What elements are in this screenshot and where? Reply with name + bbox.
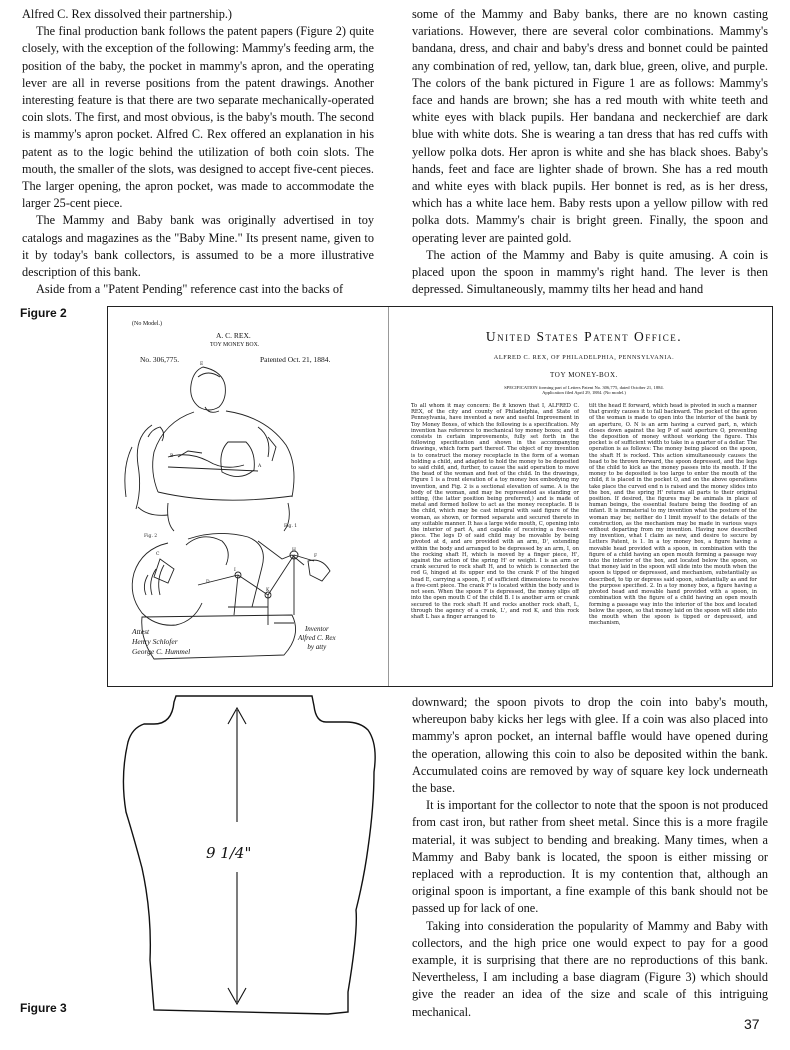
patent-office-title: United States Patent Office. (485, 329, 683, 344)
inventor-label: Inventor (304, 625, 329, 633)
patent-applicant: ALFRED C. REX, OF PHILADELPHIA, PENNSYLVANIA. (493, 354, 675, 361)
figure-3-label: Figure 3 (20, 1001, 67, 1015)
patent-date: Patented Oct. 21, 1884. (260, 355, 331, 364)
paragraph: It is important for the collector to note that the spoon is not produced from cast iron, but rather from sheet metal. Since this is a more fragile material, it was subject to bending and breaking. Many times, when a Mammy and Baby bank is located, the spoon is either missing or replaced with a reproduction. It is my contention that, although an original spoon is important, a fine example of this bank should not be passed up for lack of one. (412, 798, 768, 916)
patent-figure (107, 306, 773, 687)
patent-model: (No Model.) (132, 321, 162, 327)
svg-text:I: I (234, 568, 236, 573)
svg-text:F: F (314, 554, 318, 559)
patent-text-column-left: To all whom it may concern: Be it known that I, ALFRED C. REX, of the city and county of Philadelphia, and State of Pennsylvania, have invented a new and useful Improvement in Toy Money Boxes, of which the following is a specification. My invention has reference to mechanical toy money boxes; and it consists in certain improvements, fully set forth in the following specification and shown in the accompanying drawings, which form part thereof. The object of my invention is to construct the money receptacle in the form of a woman holding a child, and adapted to hold the money to be deposited to said child, and, further, to cause the said operation to move the head of the woman and feet of the child. In the drawings, Figure 1 is a front elevation of a toy money box embodying my invention, and Fig. 2 is a sectional elevation of same. A is the body of the woman, and may be represented as standing or sitting, (the latter position being preferred,) and is made of metal and formed hollow to act as the money receptacle. B is the child, which may be cast integral with said figure of the woman, as shown, or formed separate and secured thereto in any suitable manner. It has a large wide mouth, C, opening into the interior of part A, and capable of receiving a five-cent piece. The legs D of said child may be movable by being pivoted at d, and are provided with an arm, D', extending within the body and arranged to be depressed by an arm, I, on the rocking shaft H, which is moved by a finger piece, H', against the action of the spring H' or weight. I is an arm or crank secured to rock shaft H, and to which is connected the rod G, hinged at its upper end to the crank F of the hinged head E, carrying a spoon, F, of sufficient dimensions to receive a five-cent piece. The crank F' is located within the body and is not seen. When the spoon F is depressed, the money slips off into the open mouth C of the child B. I is another arm or crank secured to the rock shaft H and rocks another rock shaft, L, through the agency of a crank, L', and rod K, and this rock shaft L has a finger arranged to (411, 403, 579, 620)
figure-2-label: Figure 2 (20, 306, 67, 320)
svg-text:E: E (200, 362, 204, 367)
patent-spec-line: SPECIFICATION forming part of Letters Patent No. 306,775, dated October 21, 1884. Application filed April 29, 1884. (No model.) (504, 385, 664, 395)
paragraph: Aside from a "Patent Pending" reference cast into the backs of (36, 282, 344, 297)
page-number: 37 (744, 1016, 760, 1032)
attest-label: Attest (132, 627, 150, 636)
paragraph: The Mammy and Baby bank was originally advertised in toy catalogs and magazines as the "Baby Mine." Its present name, given to it by today's bank collectors, is assumed to be a more illustrative description of this bank. (22, 213, 374, 280)
svg-text:A: A (258, 464, 262, 469)
paragraph: downward; the spoon pivots to drop the coin into baby's mouth, whereupon baby kicks her legs with glee. If a coin was also placed into mammy's apron pocket, an internal baffle would have opened during the operation, allowing this coin to also be deposited within the bank. Accumulated coins are removed by way of square key lock underneath the base. (412, 695, 768, 796)
right-column-bottom (412, 694, 768, 1021)
svg-text:H: H (292, 548, 296, 553)
svg-text:B: B (170, 454, 174, 459)
atty-label: atty (315, 643, 327, 651)
svg-text:C: C (156, 552, 160, 557)
patent-witnesses (132, 627, 190, 657)
svg-text:Fig. 1: Fig. 1 (284, 524, 298, 529)
patent-number: No. 306,775. (140, 355, 180, 364)
dimension-label: 9 1/4" (206, 844, 252, 862)
paragraph: The action of the Mammy and Baby is quite amusing. A coin is placed upon the spoon in mammy's right hand. The lever is then depressed. Simultaneously, mammy tilts her head and hand (412, 247, 768, 297)
patent-specification-sheet (397, 307, 771, 686)
base-diagram (112, 688, 412, 1018)
svg-text:K: K (266, 588, 270, 593)
paragraph: some of the Mammy and Baby banks, there are no known casting variations. However, there are several color combinations. Mammy's bandana, dress, and chair and baby's dress and bonnet could be painted any combination of red, yellow, tan, dark blue, green, olive, and purple. The colors of the bank pictured in Figure 1 are as follows: Mammy's face and hands are brown; she has a red mouth with white teeth and white eyes with black pupils. Her bandana and neckerchief are dark blue with white dots. She is wearing a tan dress that has red cuffs with yellow polka dots. Her apron is white and she has black shoes. Baby's hands, feet and face are lighter shade of brown. She has a red mouth and white eyes with black pupils. Her bonnet is red, as is her dress, which has a white lace hem. Baby rests upon a yellow pillow with red polka dots. Mammy's chair is bright green. Finally, the spoon and operating lever are painted gold. (412, 7, 768, 245)
paragraph: The final production bank follows the patent papers (Figure 2) quite closely, with the exception of the following: Mammy's feeding arm, the position of the baby, the pocket in mammy's apron, and the operating lever are all in reverse positions from the patent drawings. Another interesting feature is that there are two separate mechanically-operated coin slots. The first, and most obvious, is the baby's mouth. The second is mammy's apron pocket. Alfred C. Rex offered an explanation in his patent as to the logic behind the utilization of both coin slots. The mouth, the smaller of the slots, was designed to accept five-cent pieces. The larger opening, the apron pocket, was made to accommodate the larger 25-cent piece. (22, 24, 374, 211)
paragraph: Taking into consideration the popularity of Mammy and Baby with collectors, and the high price one would expect to pay for a good example, it is surprising that there are no reproductions of this bank. Nevertheless, I am including a base diagram (Figure 3) which should give the reader an idea of the size and scale of this intriguing mechanical. (412, 918, 768, 1019)
patent-inventor: A. C. REX. (216, 331, 251, 340)
witness-1: Henry Schlofer (132, 637, 178, 646)
patent-text-column-right: tilt the head E forward, which head is pivoted in such a manner that gravity causes it to fall backward. The pocket of the apron of the woman is made to open into the interior of the bank by an aperture, O. N is an arm having a curved part, n, which closes down against the leg P of said aperture O, preventing the deposition of money without working the figure. This pocket is of sufficient width to take in a quarter of a dollar. The operation is as follows: The money being placed on the spoon, the shaft H is rocked. This action simultaneously causes the head to be thrown forward, the spoon depressed, and the legs of the child to kick as the money passes into its mouth. If the money to be deposited is too large to enter the mouth of the child, it is placed in the pocket O, and on the above operations take place the curved end n is raised and the money slides into the box, and the spring H' returns all parts to their original position. If desired, the figures may be animals in place of human beings, the essential feature being the feeding of an infant. It is immaterial to my invention what the posture of the woman may be; neither do I limit myself to the details of the construction, as the mechanism may be made in various ways without departing from my invention. Having now described my invention, what I claim as new, and desire to secure by Letters Patent, is 1. In a toy money box, a figure having a movable head provided with a spoon, in combination with the figure of a child having an open mouth forming a passage way into the interior of the box, and located below the spoon, so that money laid in the spoon will slide into the mouth when the spoon is tipped or depressed, and mechanism, substantially as described, to tip or depress said spoon, substantially as and for the purpose specified. 2. In a toy money box, a figure having a pivoted head and movable hand provided with a spoon, in combination with the figure of a child having an open mouth forming a passage way into the interior of the box and located below the spoon, so that money laid on the spoon will slide into the mouth when the spoon is tipped or depressed, and mechanism, (589, 403, 757, 627)
svg-text:Fig. 2: Fig. 2 (144, 534, 158, 539)
right-column-top (412, 6, 768, 298)
paragraph: Alfred C. Rex dissolved their partnership.) (22, 7, 233, 21)
patent-drawing-title: TOY MONEY BOX. (210, 342, 260, 348)
by-label: by (307, 643, 314, 651)
patent-drawing-sheet (108, 307, 389, 686)
patent-inventor-block (298, 625, 336, 652)
witness-2: George C. Hummel (132, 647, 191, 656)
svg-text:D: D (206, 580, 210, 585)
inventor-signature: Alfred C. Rex (298, 634, 336, 642)
left-column-top (22, 6, 374, 298)
patent-subtitle: TOY MONEY-BOX. (550, 371, 618, 379)
